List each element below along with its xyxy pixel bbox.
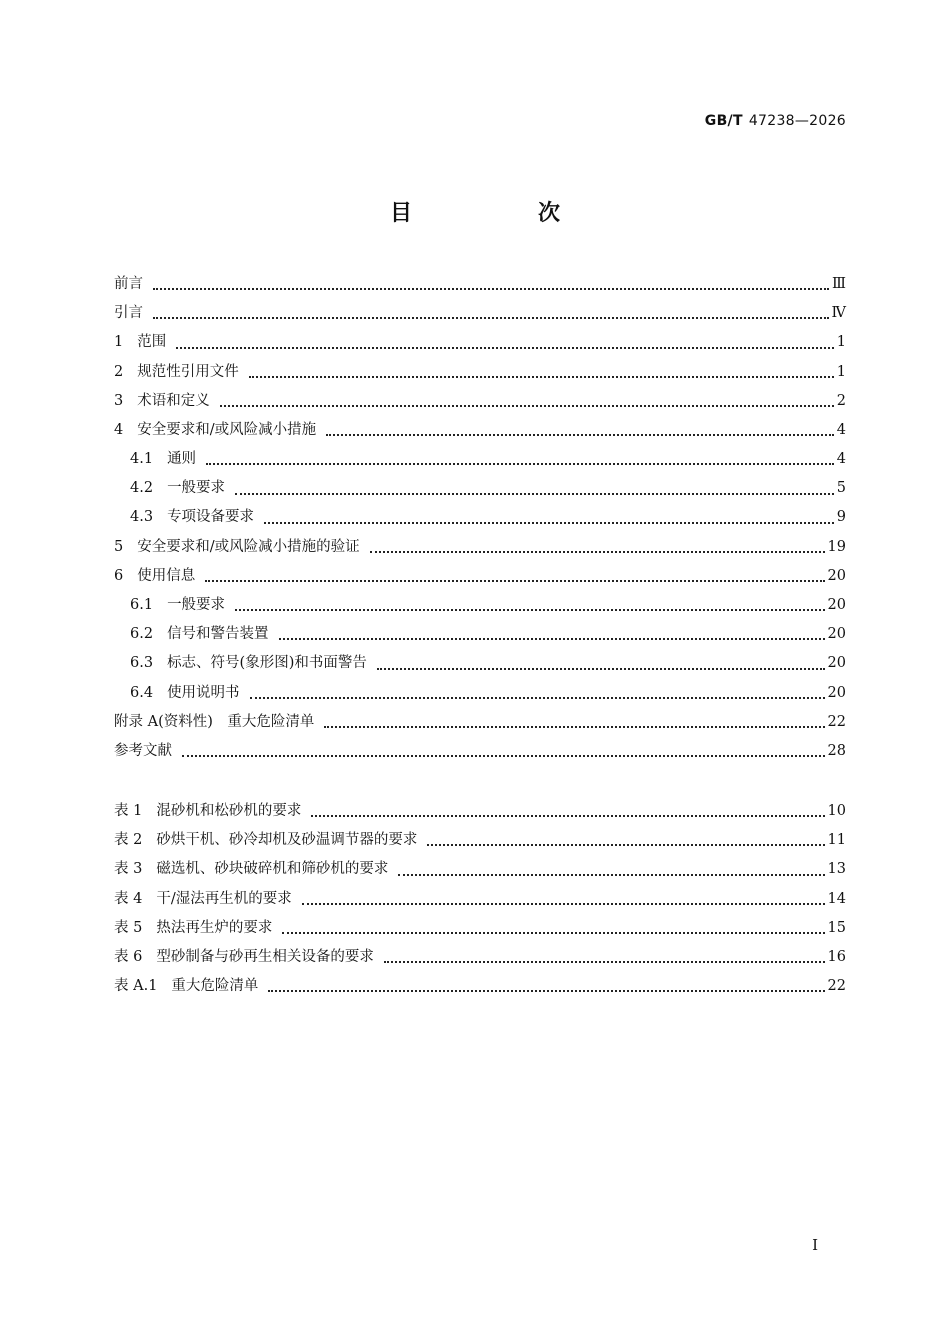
- table-entry-text: 砂烘干机、砂冷却机及砂温调节器的要求: [156, 832, 418, 849]
- dot-leader: [153, 288, 829, 290]
- table-entry[interactable]: [114, 972, 846, 1001]
- toc-entry-label: [130, 679, 240, 708]
- table-entry[interactable]: [114, 885, 846, 914]
- toc-entry-label: [130, 474, 225, 503]
- toc-entry-label: [114, 358, 239, 387]
- toc-list: [114, 270, 846, 766]
- dot-leader: [311, 815, 824, 817]
- toc-entry[interactable]: [114, 416, 846, 445]
- toc-entry-text: 规范性引用文件: [137, 363, 239, 380]
- table-entry-page: 11: [827, 832, 846, 849]
- toc-entry-number: 6: [114, 567, 124, 584]
- toc-entry[interactable]: [114, 620, 846, 649]
- toc-entry-label: [114, 299, 143, 328]
- table-entry[interactable]: [114, 855, 846, 884]
- toc-entry-page: Ⅳ: [831, 305, 846, 322]
- toc-entry-text: 专项设备要求: [167, 509, 255, 526]
- toc-entry-number: 4.2: [130, 480, 154, 497]
- toc-entry-text: 一般要求: [167, 597, 226, 614]
- toc-entry-label: [114, 387, 210, 416]
- dot-leader: [220, 405, 834, 407]
- toc-entry-page: 19: [827, 538, 846, 555]
- table-entry-label: [114, 797, 301, 826]
- toc-entry-label: [130, 649, 367, 678]
- dot-leader: [153, 317, 829, 319]
- standard-prefix: GB/T: [704, 113, 743, 129]
- dot-leader: [250, 697, 825, 699]
- dot-leader: [182, 755, 825, 757]
- dot-leader: [370, 551, 825, 553]
- toc-entry[interactable]: [114, 387, 846, 416]
- toc-entry-text: 参考文献: [114, 742, 172, 759]
- toc-entry[interactable]: [114, 737, 846, 766]
- dot-leader: [264, 522, 834, 524]
- toc-entry-text: 引言: [114, 305, 143, 322]
- toc-entry-label: [130, 620, 269, 649]
- dot-leader: [249, 376, 834, 378]
- toc-entry-number: 4.1: [130, 451, 154, 468]
- table-entry-label: [114, 855, 388, 884]
- table-entry-text: 干/湿法再生机的要求: [156, 890, 292, 907]
- toc-entry[interactable]: [114, 591, 846, 620]
- table-entry-number: 表 2: [114, 832, 143, 849]
- table-entry-label: [114, 972, 258, 1001]
- toc-entry-number: 3: [114, 392, 124, 409]
- toc-entry-page: 20: [827, 626, 846, 643]
- toc-entry-page: 1: [836, 334, 846, 351]
- toc-entry-label: [114, 708, 314, 737]
- toc-entry[interactable]: [114, 358, 846, 387]
- table-entry-number: 表 3: [114, 861, 143, 878]
- toc-entry[interactable]: [114, 562, 846, 591]
- table-entry-number: 表 5: [114, 919, 143, 936]
- dot-leader: [326, 434, 834, 436]
- toc-entry-page: 28: [827, 742, 846, 759]
- table-entry-text: 磁选机、砂块破碎机和筛砂机的要求: [156, 861, 389, 878]
- toc-entry[interactable]: [114, 649, 846, 678]
- dot-leader: [235, 493, 834, 495]
- table-entry-label: [114, 914, 272, 943]
- table-entry-page: 14: [827, 890, 846, 907]
- toc-entry-text: 安全要求和/或风险减小措施的验证: [137, 538, 360, 555]
- toc-entry-page: 4: [836, 421, 846, 438]
- toc-entry[interactable]: [114, 708, 846, 737]
- toc-entry[interactable]: [114, 504, 846, 533]
- table-entry-number: 表 4: [114, 890, 143, 907]
- table-entry-page: 22: [827, 978, 846, 995]
- toc-entry[interactable]: [114, 299, 846, 328]
- toc-entry-number: 1: [114, 334, 124, 351]
- toc-entry-text: 附录 A(资料性) 重大危险清单: [114, 713, 315, 730]
- toc-entry-text: 信号和警告装置: [167, 626, 269, 643]
- toc-entry-page: 20: [827, 655, 846, 672]
- toc-entry-number: 5: [114, 538, 124, 555]
- toc-entry[interactable]: [114, 679, 846, 708]
- toc-entry-text: 范围: [137, 334, 167, 351]
- toc-entry-page: 5: [836, 480, 846, 497]
- dot-leader: [384, 961, 825, 963]
- table-entry[interactable]: [114, 943, 846, 972]
- dot-leader: [279, 638, 825, 640]
- table-entry-number: 表 A.1: [114, 978, 158, 995]
- dot-leader: [377, 668, 825, 670]
- page-number: I: [812, 1236, 818, 1254]
- table-list: [114, 797, 846, 1001]
- toc-entry-label: [130, 445, 196, 474]
- toc-entry-page: Ⅲ: [832, 275, 846, 292]
- dot-leader: [302, 903, 825, 905]
- toc-entry-text: 前言: [114, 275, 143, 292]
- toc-entry-label: [114, 328, 166, 357]
- toc-entry-label: [114, 416, 316, 445]
- dot-leader: [398, 874, 824, 876]
- table-entry-text: 重大危险清单: [171, 978, 259, 995]
- toc-entry[interactable]: [114, 270, 846, 299]
- table-entry-page: 16: [827, 948, 846, 965]
- page-title: 目 次: [389, 201, 612, 226]
- table-entry-text: 型砂制备与砂再生相关设备的要求: [156, 948, 374, 965]
- toc-entry-number: 4.3: [130, 509, 154, 526]
- toc-entry-label: [130, 591, 225, 620]
- toc-entry-page: 4: [836, 451, 846, 468]
- standard-code: [705, 113, 846, 129]
- dot-leader: [205, 580, 824, 582]
- table-entry-page: 15: [827, 919, 846, 936]
- toc-entry-page: 2: [836, 392, 846, 409]
- toc-entry-page: 1: [836, 363, 846, 380]
- table-entry-number: 表 1: [114, 802, 143, 819]
- toc-entry-label: [114, 533, 360, 562]
- toc-entry-text: 安全要求和/或风险减小措施: [137, 421, 317, 438]
- toc-entry-label: [114, 270, 143, 299]
- dot-leader: [427, 844, 824, 846]
- toc-entry-text: 标志、符号(象形图)和书面警告: [167, 655, 367, 672]
- toc-entry-page: 22: [827, 713, 846, 730]
- toc-entry-number: 2: [114, 363, 124, 380]
- table-entry-label: [114, 826, 417, 855]
- table-entry[interactable]: [114, 914, 846, 943]
- toc-entry[interactable]: [114, 445, 846, 474]
- table-entry-text: 热法再生炉的要求: [156, 919, 273, 936]
- toc-entry[interactable]: [114, 533, 846, 562]
- toc-entry-number: 6.3: [130, 655, 154, 672]
- table-entry-label: [114, 885, 292, 914]
- table-entry-page: 13: [827, 861, 846, 878]
- table-entry-page: 10: [827, 802, 846, 819]
- toc-entry-number: 4: [114, 421, 124, 438]
- toc-entry[interactable]: [114, 474, 846, 503]
- toc-entry-text: 通则: [167, 451, 197, 468]
- dot-leader: [324, 726, 824, 728]
- toc-entry-number: 6.2: [130, 626, 154, 643]
- table-entry-label: [114, 943, 374, 972]
- toc-entry-page: 20: [827, 684, 846, 701]
- table-entry-text: 混砂机和松砂机的要求: [156, 802, 302, 819]
- toc-entry-text: 术语和定义: [137, 392, 210, 409]
- dot-leader: [235, 609, 824, 611]
- dot-leader: [176, 347, 834, 349]
- toc-entry[interactable]: [114, 328, 846, 357]
- toc-entry-text: 一般要求: [167, 480, 226, 497]
- dot-leader: [282, 932, 824, 934]
- toc-entry-number: 6.1: [130, 597, 154, 614]
- table-entry[interactable]: [114, 826, 846, 855]
- toc-entry-page: 9: [836, 509, 846, 526]
- table-entry[interactable]: [114, 797, 846, 826]
- toc-entry-number: 6.4: [130, 684, 154, 701]
- toc-entry-text: 使用说明书: [167, 684, 240, 701]
- dot-leader: [268, 990, 824, 992]
- toc-entry-page: 20: [827, 597, 846, 614]
- toc-entry-label: [114, 562, 195, 591]
- dot-leader: [206, 463, 834, 465]
- toc-entry-label: [114, 737, 172, 766]
- toc-entry-text: 使用信息: [137, 567, 196, 584]
- table-entry-number: 表 6: [114, 948, 143, 965]
- toc-entry-label: [130, 503, 254, 532]
- standard-number: 47238—2026: [748, 113, 846, 129]
- toc-entry-page: 20: [827, 567, 846, 584]
